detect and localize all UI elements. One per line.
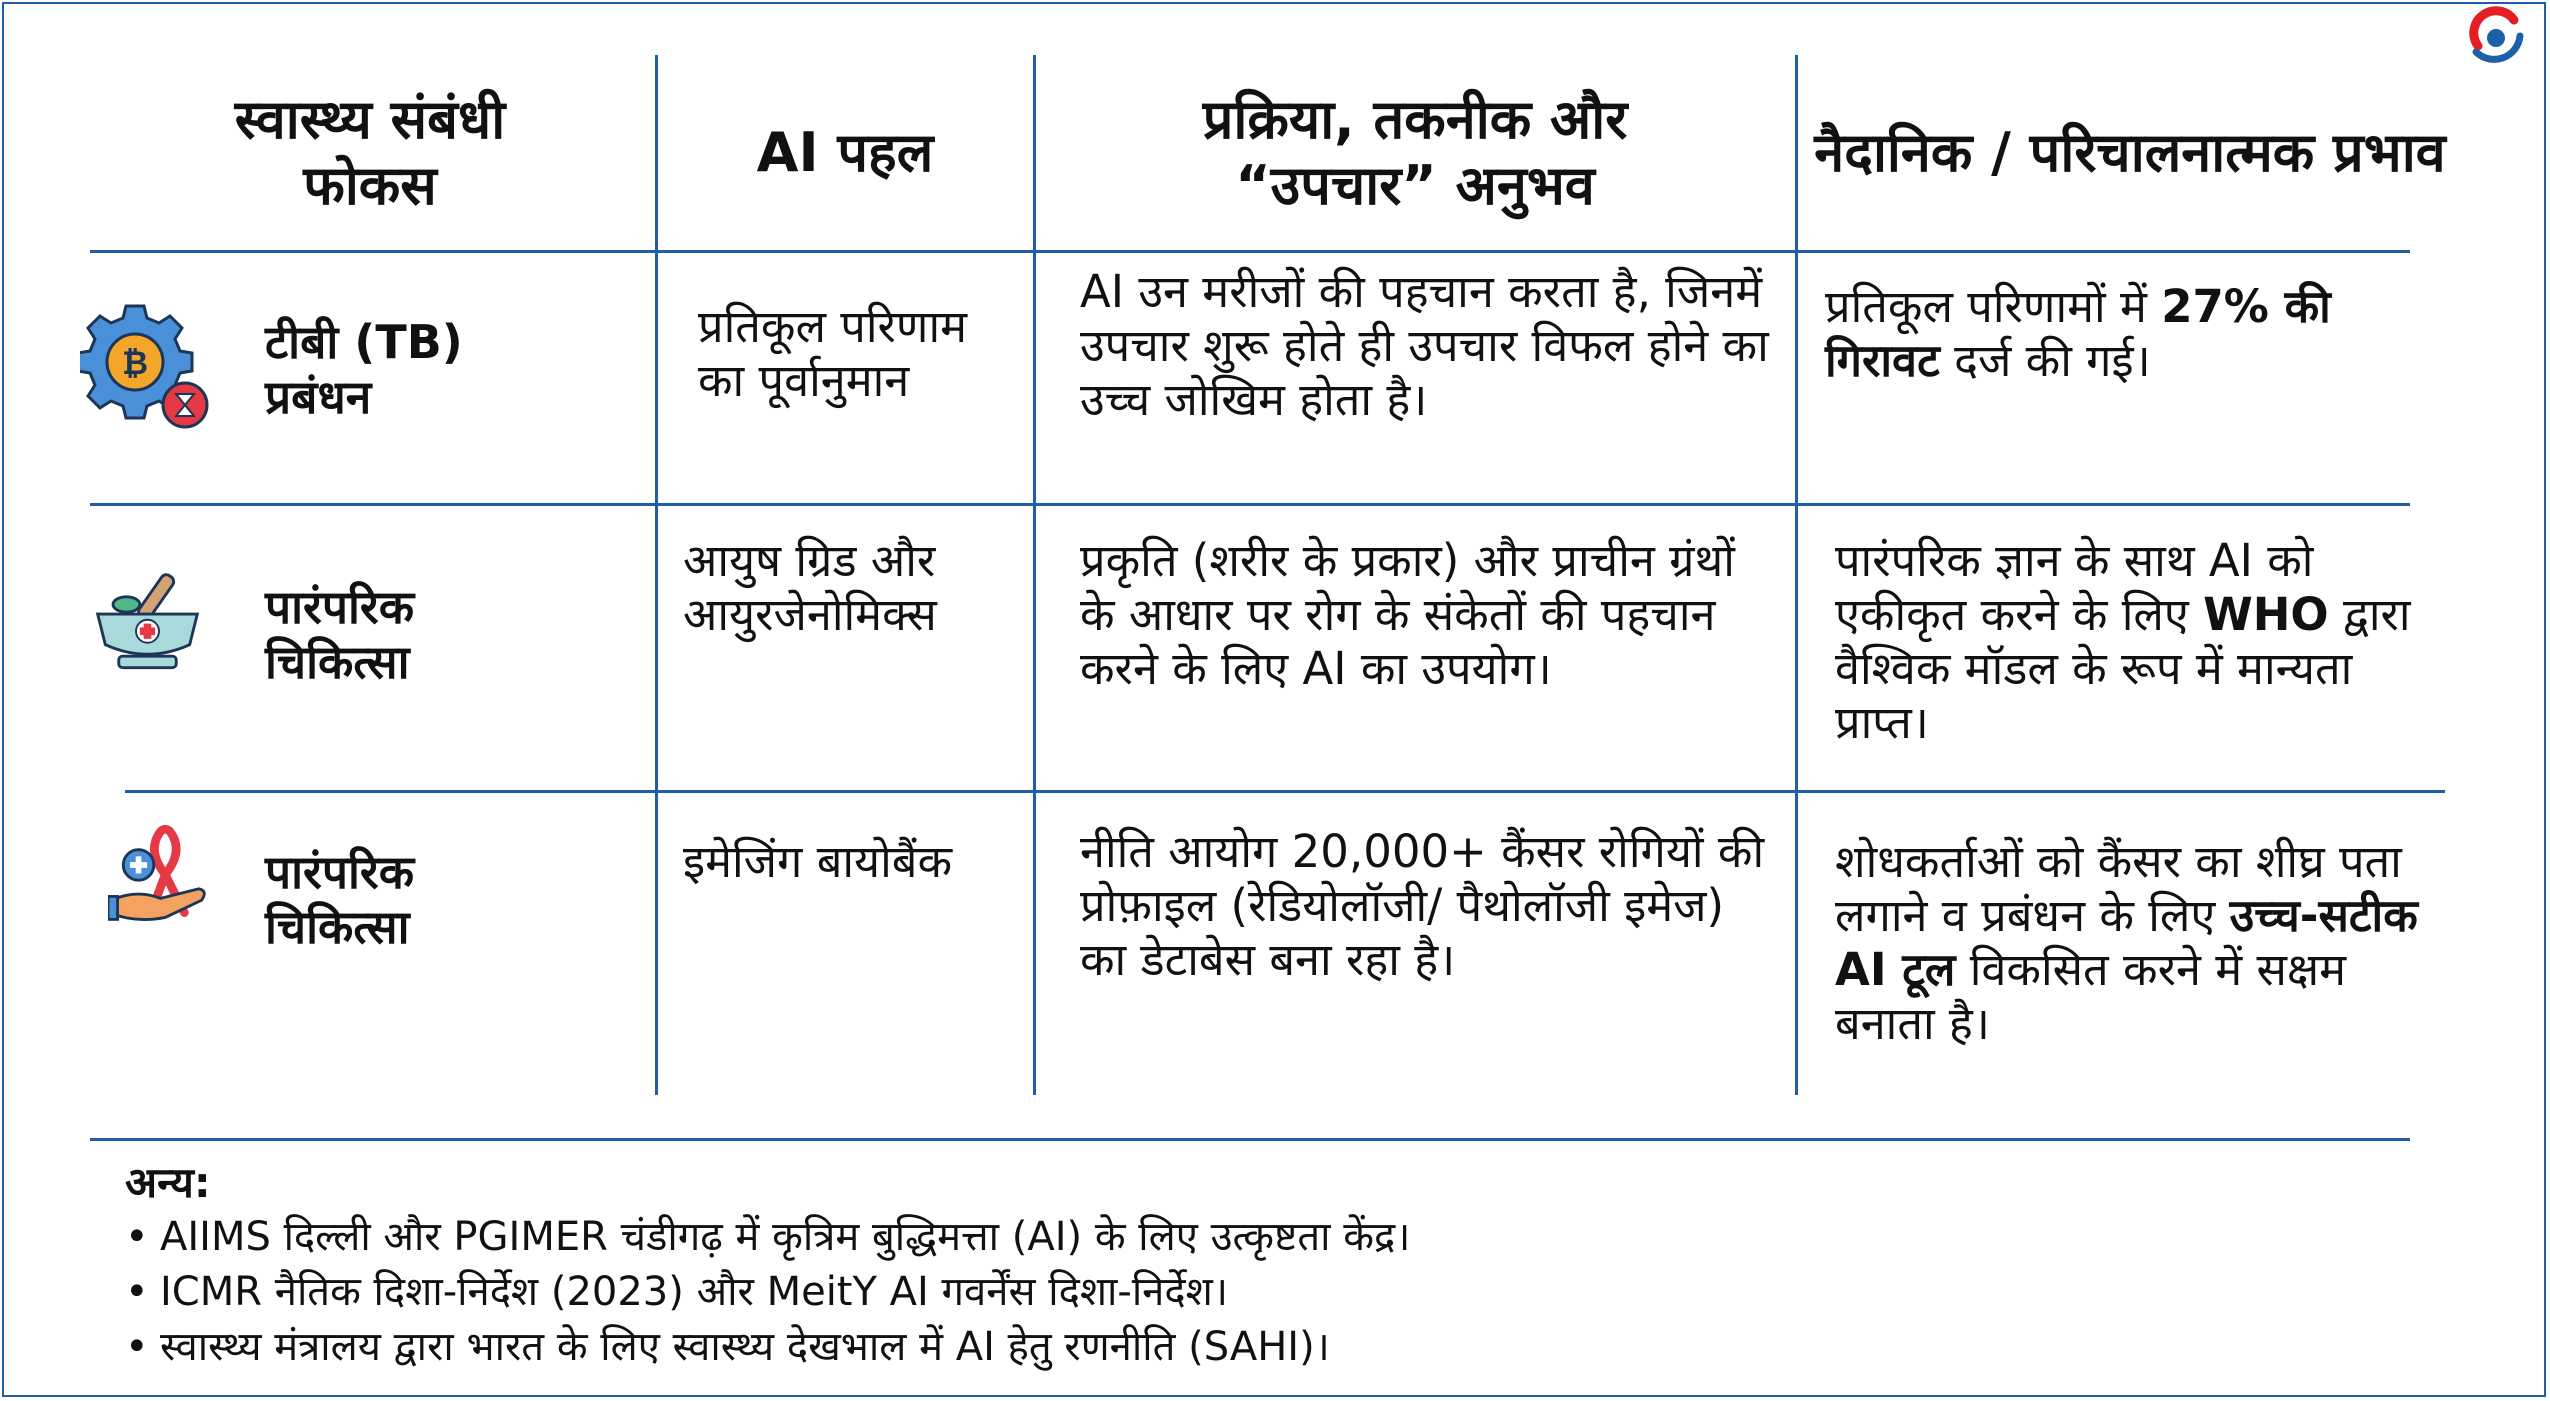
others-section <box>125 1155 2425 1375</box>
process-biobank: नीति आयोग 20,000+ कैंसर रोगियों की प्रोफ़ाइल (रेडियोलॉजी/ पैथोलॉजी इमेज) का डेटाबेस बना रहा है। <box>1080 825 1765 986</box>
gear-coin-icon <box>80 300 210 430</box>
process-ayush: प्रकृति (शरीर के प्रकार) और प्राचीन ग्रंथों के आधार पर रोग के संकेतों की पहचान करने के लिए AI का उपयोग। <box>1080 534 1735 695</box>
column-divider-3 <box>1795 55 1798 1095</box>
focus-title-cancer: पारंपरिक चिकित्सा <box>265 845 415 954</box>
impact-tb: प्रतिकूल परिणामों में 27% की गिरावट दर्ज की गई। <box>1825 280 2331 387</box>
list-item: • AIIMS दिल्ली और PGIMER चंडीगढ़ में कृत्रिम बुद्धिमत्ता (AI) के लिए उत्कृष्टता केंद्र। <box>125 1210 2425 1265</box>
column-divider-1 <box>655 55 658 1095</box>
others-title: अन्य: <box>125 1158 211 1207</box>
column-divider-2 <box>1033 55 1036 1095</box>
mortar-pestle-icon <box>90 568 205 683</box>
header-ai-initiative: AI पहल <box>756 120 934 184</box>
cancer-ribbon-hand-icon <box>108 822 213 927</box>
focus-title-tb: टीबी (TB) प्रबंधन <box>265 315 463 424</box>
impact-biobank: शोधकर्ताओं को कैंसर का शीघ्र पता लगाने व प्रबंधन के लिए उच्च-सटीक AI टूल विकसित करने में सक्षम बनाता है। <box>1835 835 2418 1050</box>
svg-text:₿: ₿ <box>121 344 149 382</box>
initiative-tb: प्रतिकूल परिणाम का पूर्वानुमान <box>698 300 968 407</box>
list-item: • ICMR नैतिक दिशा-निर्देश (2023) और MeitY AI गवर्नेंस दिशा-निर्देश। <box>125 1265 2425 1320</box>
impact-ayush: पारंपरिक ज्ञान के साथ AI को एकीकृत करने के लिए WHO द्वारा वैश्विक मॉडल के रूप में मान्यता प्राप्त। <box>1835 534 2411 749</box>
header-process-experience: प्रक्रिया, तकनीक और “उपचार” अनुभव <box>1202 87 1628 217</box>
others-list <box>125 1210 2425 1375</box>
header-health-focus: स्वास्थ्य संबंधी फोकस <box>234 87 506 217</box>
initiative-imaging-biobank: इमेजिंग बायोबैंक <box>683 835 953 888</box>
header-clinical-impact: नैदानिक / परिचालनात्मक प्रभाव <box>1814 120 2446 184</box>
table-bottom-divider <box>90 1138 2410 1141</box>
initiative-ayush-grid: आयुष ग्रिड और आयुरजेनोमिक्स <box>683 534 937 641</box>
row-divider-1 <box>90 503 2410 506</box>
row-divider-2 <box>125 790 2445 793</box>
process-tb: AI उन मरीजों की पहचान करता है, जिनमें उपचार शुरू होते ही उपचार विफल होने का उच्च जोखिम होता है। <box>1080 265 1769 426</box>
brand-logo-icon <box>2464 6 2528 70</box>
header-row-divider <box>90 250 2410 253</box>
focus-title-traditional-medicine: पारंपरिक चिकित्सा <box>265 580 415 689</box>
list-item: • स्वास्थ्य मंत्रालय द्वारा भारत के लिए स्वास्थ्य देखभाल में AI हेतु रणनीति (SAHI)। <box>125 1320 2425 1375</box>
